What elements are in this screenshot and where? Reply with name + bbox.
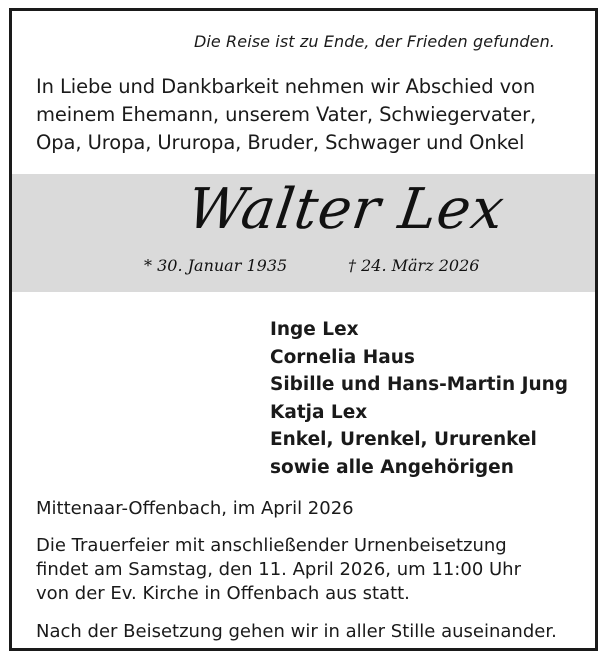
intro-line: Opa, Uropa, Ururopa, Bruder, Schwager und Onkel: [36, 131, 525, 154]
mourner-item: sowie alle Angehörigen: [270, 456, 514, 478]
service-line: von der Ev. Kirche in Offenbach aus statt.: [36, 583, 410, 604]
service-info: [36, 534, 581, 606]
service-line: Die Trauerfeier mit anschließender Urnenbeisetzung: [36, 535, 507, 556]
place-date: Mittenaar-Offenbach, im April 2026: [36, 498, 354, 519]
motto: Die Reise ist zu Ende, der Frieden gefunden.: [193, 32, 555, 51]
closing-note: Nach der Beisetzung gehen wir in aller Stille auseinander.: [36, 621, 557, 642]
birth-date: * 30. Januar 1935: [144, 256, 288, 275]
intro-text: [36, 73, 581, 157]
mourner-item: Sibille und Hans-Martin Jung: [270, 374, 569, 395]
mourner-item: Inge Lex: [270, 319, 359, 340]
service-line: findet am Samstag, den 11. April 2026, um 11:00 Uhr: [36, 559, 521, 580]
intro-line: meinem Ehemann, unserem Vater, Schwiegervater,: [36, 103, 537, 126]
mourners-list: [270, 316, 568, 481]
intro-line: In Liebe und Dankbarkeit nehmen wir Abschied von: [36, 75, 536, 98]
mourner-item: Katja Lex: [270, 401, 368, 423]
mourner-item: Enkel, Urenkel, Ururenkel: [270, 429, 537, 450]
obituary-notice: [9, 8, 598, 651]
deceased-name: Walter Lex: [183, 177, 509, 242]
name-band: [12, 174, 595, 292]
death-date: † 24. März 2026: [348, 256, 480, 275]
mourner-item: Cornelia Haus: [270, 346, 415, 368]
